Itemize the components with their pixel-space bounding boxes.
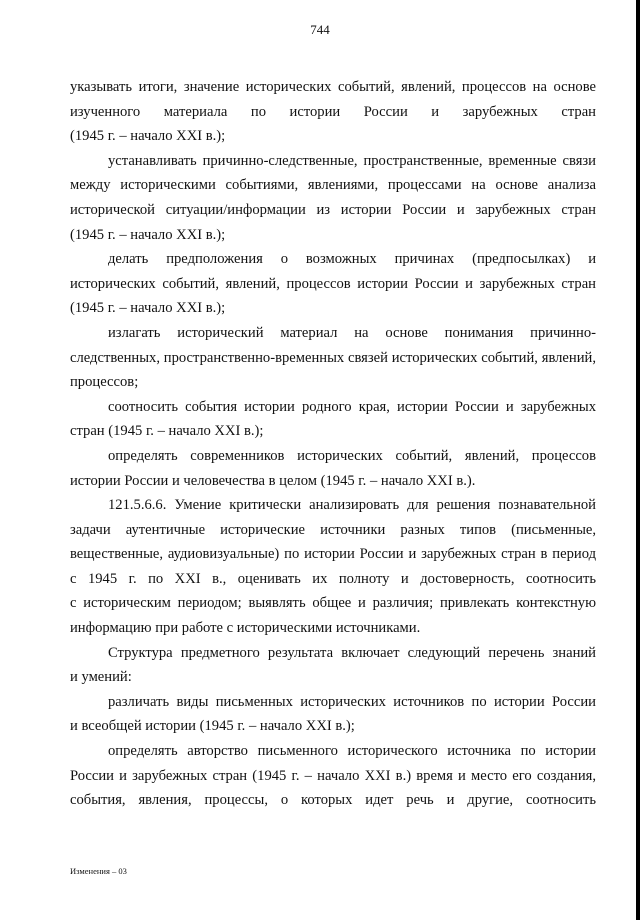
- text-line: задачи аутентичные исторические источники разных типов (письменные,: [70, 521, 596, 538]
- text-line: процессов;: [70, 374, 139, 391]
- text-line: изученного материала по истории России и зарубежных стран: [70, 103, 596, 120]
- text-line: истории России и человечества в целом (1945 г. – начало XXI в.).: [70, 472, 476, 489]
- text-line: события, явления, процессы, о которых идет речь и другие, соотносить: [70, 792, 596, 809]
- footer-revision-note: Изменения – 03: [70, 866, 127, 876]
- text-line: соотносить события истории родного края, истории России и зарубежных: [108, 398, 596, 415]
- text-line: (1945 г. – начало XXI в.);: [70, 226, 226, 243]
- text-line: с историческим периодом; выявлять общее и различия; привлекать контекстную: [70, 595, 596, 612]
- text-line: (1945 г. – начало XXI в.);: [70, 300, 226, 317]
- text-line: указывать итоги, значение исторических событий, явлений, процессов на основе: [70, 79, 596, 95]
- body-text: [70, 75, 596, 813]
- text-line: с 1945 г. по XXI в., оценивать их полноту и достоверность, соотносить: [70, 570, 596, 587]
- text-line: (1945 г. – начало XXI в.);: [70, 128, 226, 145]
- text-line: информацию при работе с историческими источниками.: [70, 620, 421, 637]
- text-line: вещественные, аудиовизуальные) по истории России и зарубежных стран в период: [70, 546, 596, 563]
- text-line: излагать исторический материал на основе понимания причинно-: [108, 324, 596, 341]
- text-line: и умений:: [70, 669, 132, 686]
- text-line: исторических событий, явлений, процессов истории России и зарубежных стран: [70, 275, 596, 292]
- text-line: стран (1945 г. – начало XXI в.);: [70, 423, 264, 440]
- text-line: Структура предметного результата включает следующий перечень знаний: [108, 644, 596, 661]
- text-line: следственных, пространственно-временных связей исторических событий, явлений,: [70, 349, 596, 366]
- text-line: между историческими событиями, явлениями, процессами на основе анализа: [70, 177, 596, 194]
- text-line: определять авторство письменного исторического источника по истории: [108, 743, 596, 760]
- page-number: 744: [310, 22, 330, 37]
- text-line: 121.5.6.6. Умение критически анализировать для решения познавательной: [108, 497, 596, 514]
- text-line: и всеобщей истории (1945 г. – начало XXI в.);: [70, 718, 355, 735]
- text-line: делать предположения о возможных причинах (предпосылках) и: [108, 251, 596, 268]
- text-line: исторической ситуации/информации из истории России и зарубежных стран: [70, 201, 596, 218]
- text-line: определять современников исторических событий, явлений, процессов: [108, 447, 596, 464]
- text-line: России и зарубежных стран (1945 г. – начало XXI в.) время и место его создания,: [70, 767, 596, 784]
- text-line: различать виды письменных исторических источников по истории России: [108, 693, 596, 710]
- scan-edge-border: [636, 0, 640, 920]
- text-line: устанавливать причинно-следственные, пространственные, временные связи: [108, 152, 596, 169]
